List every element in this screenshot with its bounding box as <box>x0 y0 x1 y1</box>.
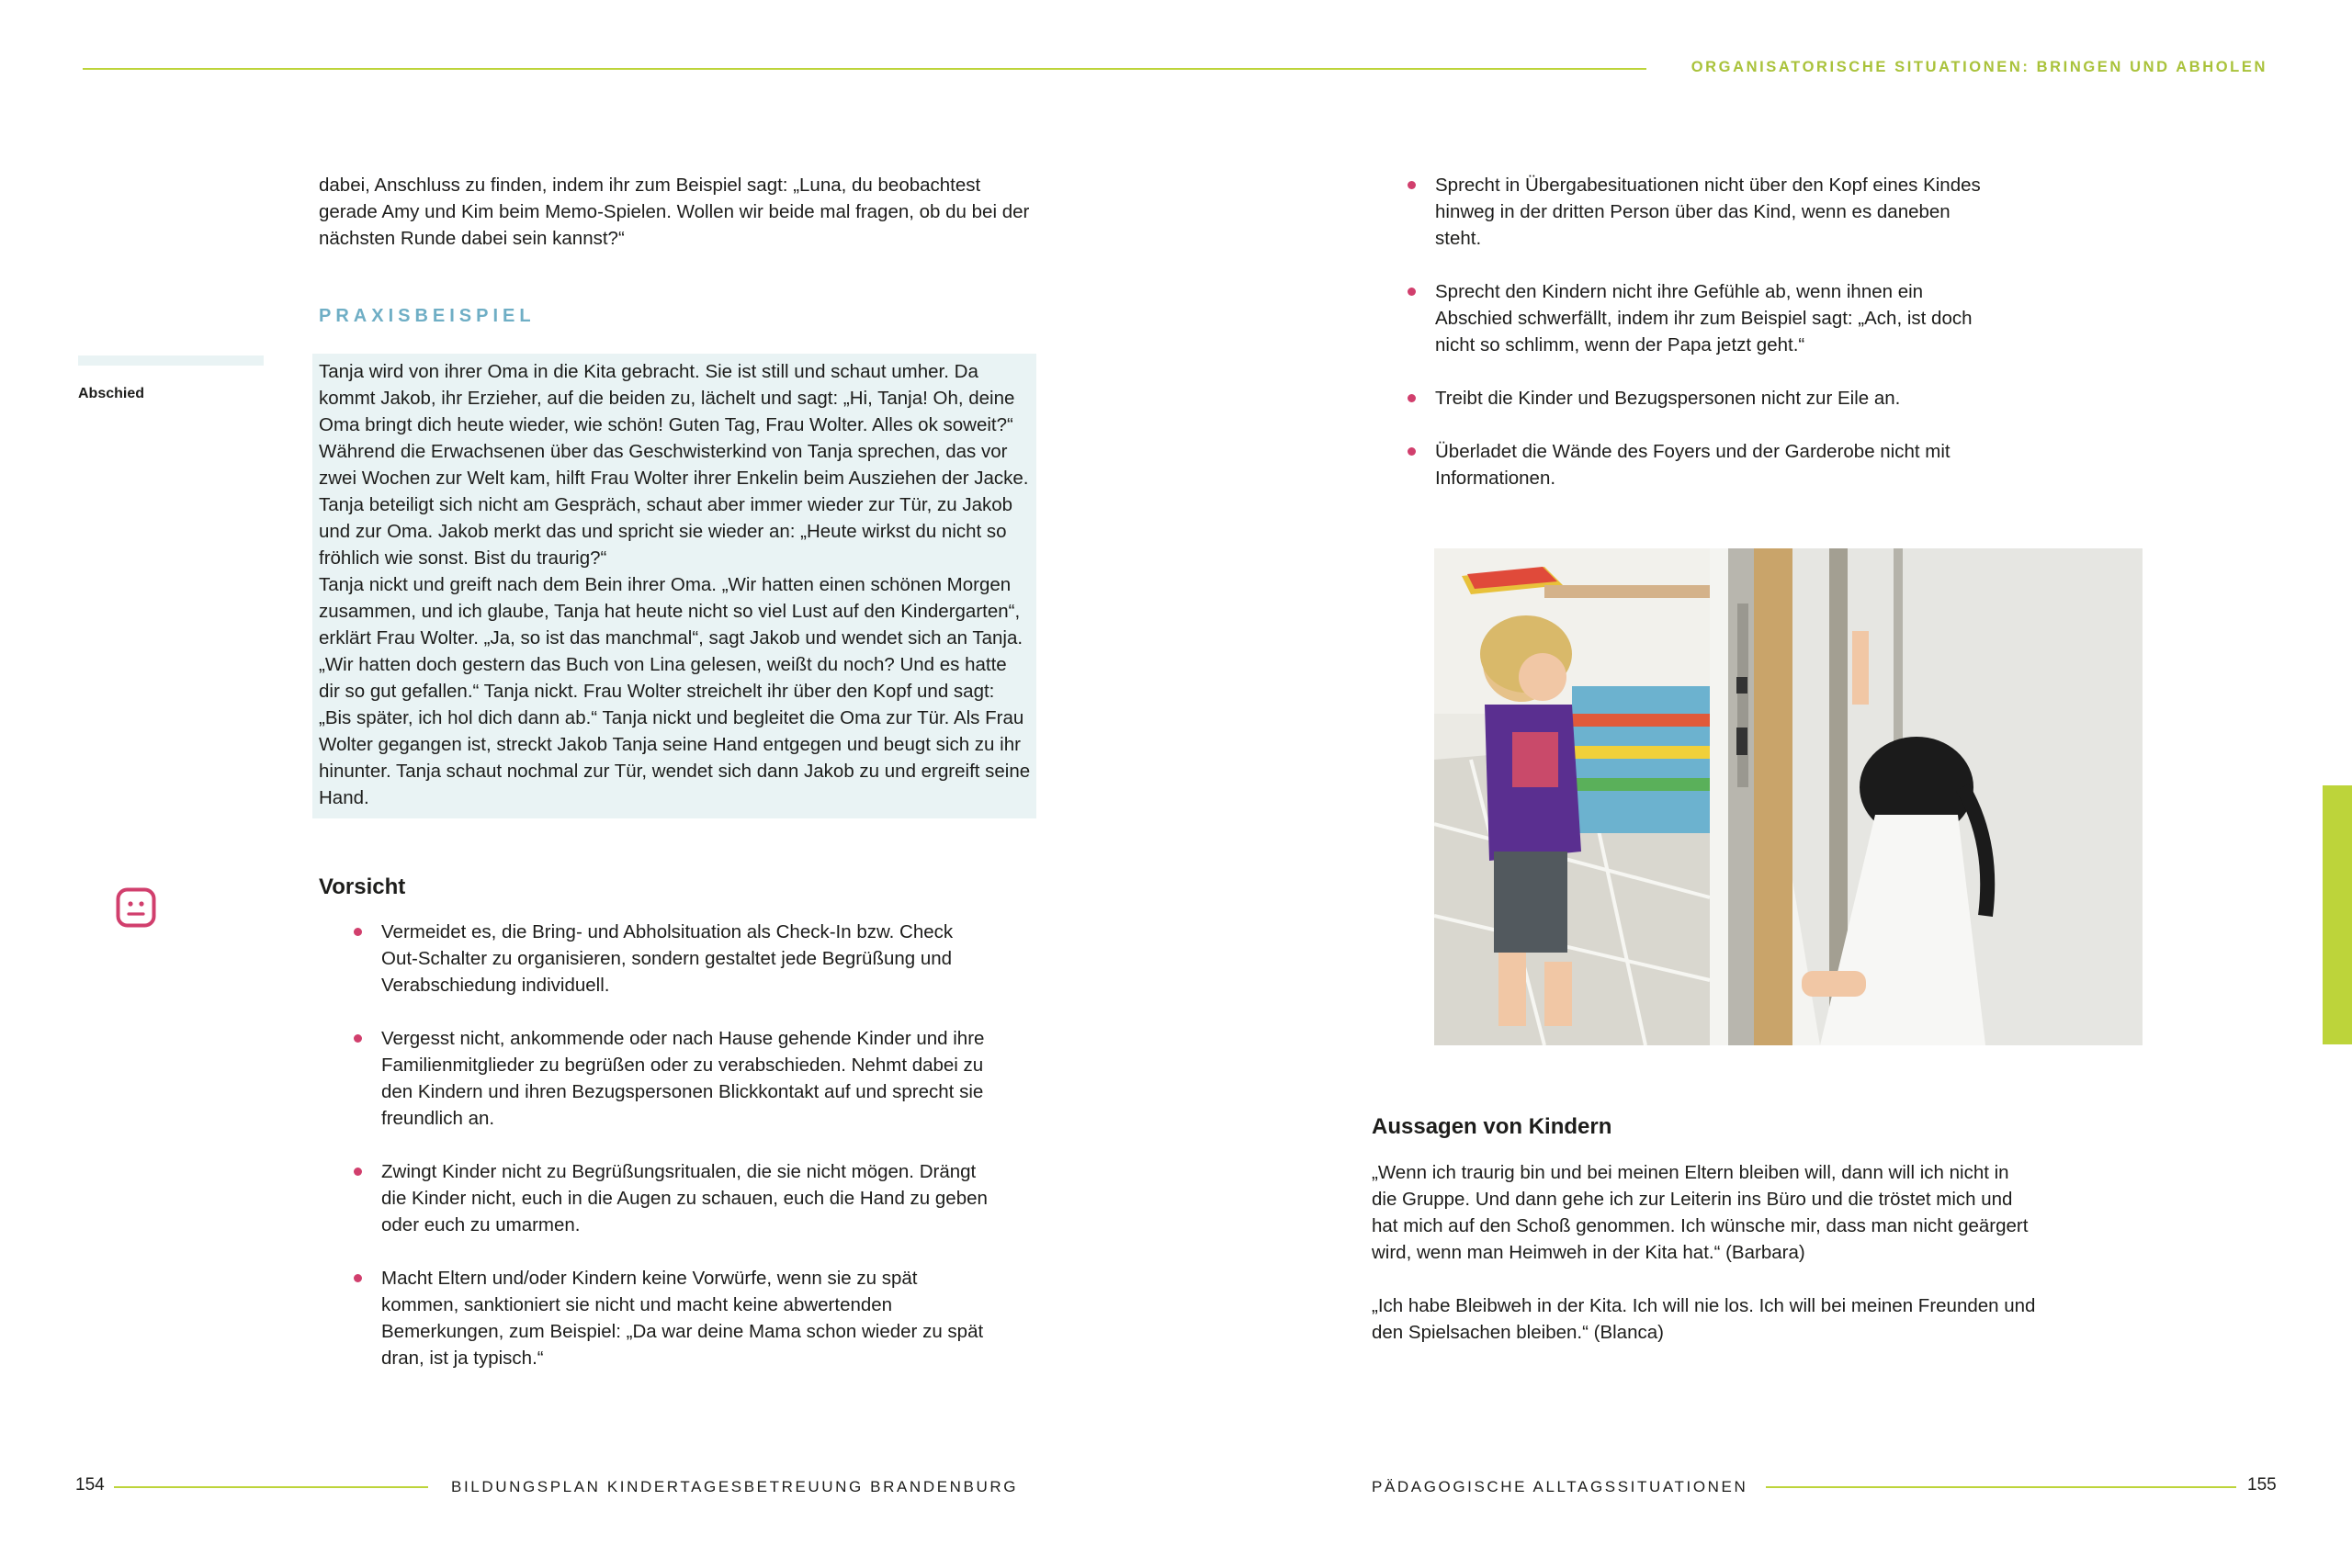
list-item <box>1406 278 2104 358</box>
text-line: hinweg in der dritten Person über das Kind, wenn es daneben <box>1435 201 1951 222</box>
text-line: Sprecht in Übergabesituationen nicht über den Kopf eines Kindes <box>1435 175 1981 196</box>
aussagen-heading: Aussagen von Kindern <box>1372 1114 1612 1139</box>
text-line: Hand. <box>319 787 369 808</box>
text-line: Informationen. <box>1435 468 1556 489</box>
text-line: Oma bringt dich heute wieder, wie schön! Guten Tag, Frau Wolter. Alles ok soweit?“ <box>319 414 1013 435</box>
text-line: Bemerkungen, zum Beispiel: „Da war deine Mama schon wieder zu spät <box>381 1321 984 1342</box>
side-marker-bar <box>78 355 264 366</box>
right-bullet-list <box>1406 172 2104 491</box>
text-line: Tanja wird von ihrer Oma in die Kita gebracht. Sie ist still und schaut umher. Da <box>319 361 978 382</box>
running-title: ORGANISATORISCHE SITUATIONEN: BRINGEN UND ABHOLEN <box>1690 59 2267 75</box>
text-line: Treibt die Kinder und Bezugspersonen nicht zur Eile an. <box>1435 388 1901 409</box>
text-line: Verabschiedung individuell. <box>381 975 610 996</box>
text-line: steht. <box>1435 228 1482 249</box>
list-item <box>352 919 1032 998</box>
text-line: Tanja beteiligt sich nicht am Gespräch, schaut aber immer wieder zur Tür, zu Jakob <box>319 494 1013 515</box>
footer-rule-left <box>114 1486 428 1488</box>
page-number-right: 155 <box>2247 1475 2277 1495</box>
text-line: Familienmitglieder zu begrüßen oder zu verabschieden. Nehmt dabei zu <box>381 1055 984 1076</box>
text-line: „Wenn ich traurig bin und bei meinen Eltern bleiben will, dann will ich nicht in <box>1372 1162 2009 1183</box>
text-line: den Kindern und ihren Bezugspersonen Blickkontakt auf und sprecht sie <box>381 1081 984 1102</box>
text-line: Überladet die Wände des Foyers und der Garderobe nicht mit <box>1435 441 1951 462</box>
text-line: freundlich an. <box>381 1108 495 1129</box>
text-line: Wolter gegangen ist, streckt Jakob Tanja seine Hand entgegen und beugt sich zu ihr <box>319 734 1021 755</box>
quote-barbara <box>1372 1159 2107 1266</box>
text-line: erklärt Frau Wolter. „Ja, so ist das manchmal“, sagt Jakob und wendet sich an Tanja. <box>319 627 1023 649</box>
text-line: Sprecht den Kindern nicht ihre Gefühle ab, wenn ihnen ein <box>1435 281 1924 302</box>
list-item <box>352 1025 1032 1132</box>
text-line: Macht Eltern und/oder Kindern keine Vorwürfe, wenn sie zu spät <box>381 1268 918 1289</box>
chapter-tab <box>2323 785 2352 1044</box>
text-line: kommen, sanktioniert sie nicht und macht keine abwertenden <box>381 1294 893 1315</box>
text-line: dir so gut gefallen.“ Tanja nickt. Frau Wolter streichelt ihr über den Kopf und sagt: <box>319 681 995 702</box>
text-line: und zur Oma. Jakob merkt das und spricht sie wieder an: „Heute wirkst du nicht so <box>319 521 1007 542</box>
quote-blanca <box>1372 1292 2107 1346</box>
list-item <box>1406 172 2104 252</box>
photo-children-door <box>1434 548 2143 1045</box>
vorsicht-list <box>352 919 1032 1371</box>
text-line: dran, ist ja typisch.“ <box>381 1348 544 1369</box>
text-line: zusammen, und ich glaube, Tanja hat heute nicht so viel Lust auf den Kindergarten“, <box>319 601 1021 622</box>
text-line: Zwingt Kinder nicht zu Begrüßungsritualen, die sie nicht mögen. Drängt <box>381 1161 977 1182</box>
list-item <box>352 1265 1032 1371</box>
text-line: Während die Erwachsenen über das Geschwisterkind von Tanja sprechen, das vor <box>319 441 1008 462</box>
text-line: Abschied schwerfällt, indem ihr zum Beispiel sagt: „Ach, ist doch <box>1435 308 1973 329</box>
text-line: die Kinder nicht, euch in die Augen zu schauen, euch die Hand zu geben <box>381 1188 988 1209</box>
text-line: hat mich auf den Schoß genommen. Ich wünsche mir, dass man nicht geärgert <box>1372 1215 2029 1236</box>
vorsicht-heading: Vorsicht <box>319 874 406 899</box>
text-line: Tanja nickt und greift nach dem Bein ihrer Oma. „Wir hatten einen schönen Morgen <box>319 574 1012 595</box>
text-line: den Spielsachen bleiben.“ (Blanca) <box>1372 1322 1664 1343</box>
text-line: oder euch zu umarmen. <box>381 1214 581 1235</box>
side-label-abschied: Abschied <box>78 386 145 401</box>
list-item <box>352 1158 1032 1238</box>
footer-rule-right <box>1766 1486 2236 1488</box>
praxis-text <box>319 358 1045 811</box>
text-line: „Wir hatten doch gestern das Buch von Lina gelesen, weißt du noch? Und es hatte <box>319 654 1007 675</box>
photo-illustration <box>1434 548 2143 1045</box>
text-line: Vergesst nicht, ankommende oder nach Hause gehende Kinder und ihre <box>381 1028 985 1049</box>
footer-title-right: PÄDAGOGISCHE ALLTAGSSITUATIONEN <box>1372 1478 1748 1495</box>
text-line: „Bis später, ich hol dich dann ab.“ Tanja nickt und begleitet die Oma zur Tür. Als Frau <box>319 707 1024 728</box>
page-number-left: 154 <box>75 1475 105 1495</box>
footer-title-left: BILDUNGSPLAN KINDERTAGESBETREUUNG BRANDENBURG <box>451 1478 1019 1495</box>
intro-paragraph <box>319 172 1045 252</box>
text-line: nicht so schlimm, wenn der Papa jetzt geht.“ <box>1435 334 1805 355</box>
header-rule <box>83 68 1646 70</box>
list-item <box>1406 385 2104 412</box>
text-line: gerade Amy und Kim beim Memo-Spielen. Wollen wir beide mal fragen, ob du bei der <box>319 201 1030 222</box>
text-line: fröhlich wie sonst. Bist du traurig?“ <box>319 547 607 569</box>
text-line: nächsten Runde dabei sein kannst?“ <box>319 228 625 249</box>
text-line: „Ich habe Bleibweh in der Kita. Ich will nie los. Ich will bei meinen Freunden und <box>1372 1295 2036 1316</box>
neutral-face-icon <box>116 887 156 928</box>
text-line: die Gruppe. Und dann gehe ich zur Leiterin ins Büro und die tröstet mich und <box>1372 1189 2013 1210</box>
text-line: zwei Wochen zur Welt kam, hilft Frau Wolter ihrer Enkelin beim Ausziehen der Jacke. <box>319 468 1029 489</box>
text-line: kommt Jakob, ihr Erzieher, auf die beiden zu, lächelt und sagt: „Hi, Tanja! Oh, deine <box>319 388 1015 409</box>
text-line: wird, wenn man Heimweh in der Kita hat.“ (Barbara) <box>1372 1242 1805 1263</box>
text-line: dabei, Anschluss zu finden, indem ihr zum Beispiel sagt: „Luna, du beobachtest <box>319 175 981 196</box>
text-line: hinunter. Tanja schaut nochmal zur Tür, wendet sich dann Jakob zu und ergreift seine <box>319 761 1031 782</box>
praxis-heading: PRAXISBEISPIEL <box>319 306 536 326</box>
list-item <box>1406 438 2104 491</box>
text-line: Vermeidet es, die Bring- und Abholsituation als Check-In bzw. Check <box>381 921 954 942</box>
text-line: Out-Schalter zu organisieren, sondern gestaltet jede Begrüßung und <box>381 948 953 969</box>
